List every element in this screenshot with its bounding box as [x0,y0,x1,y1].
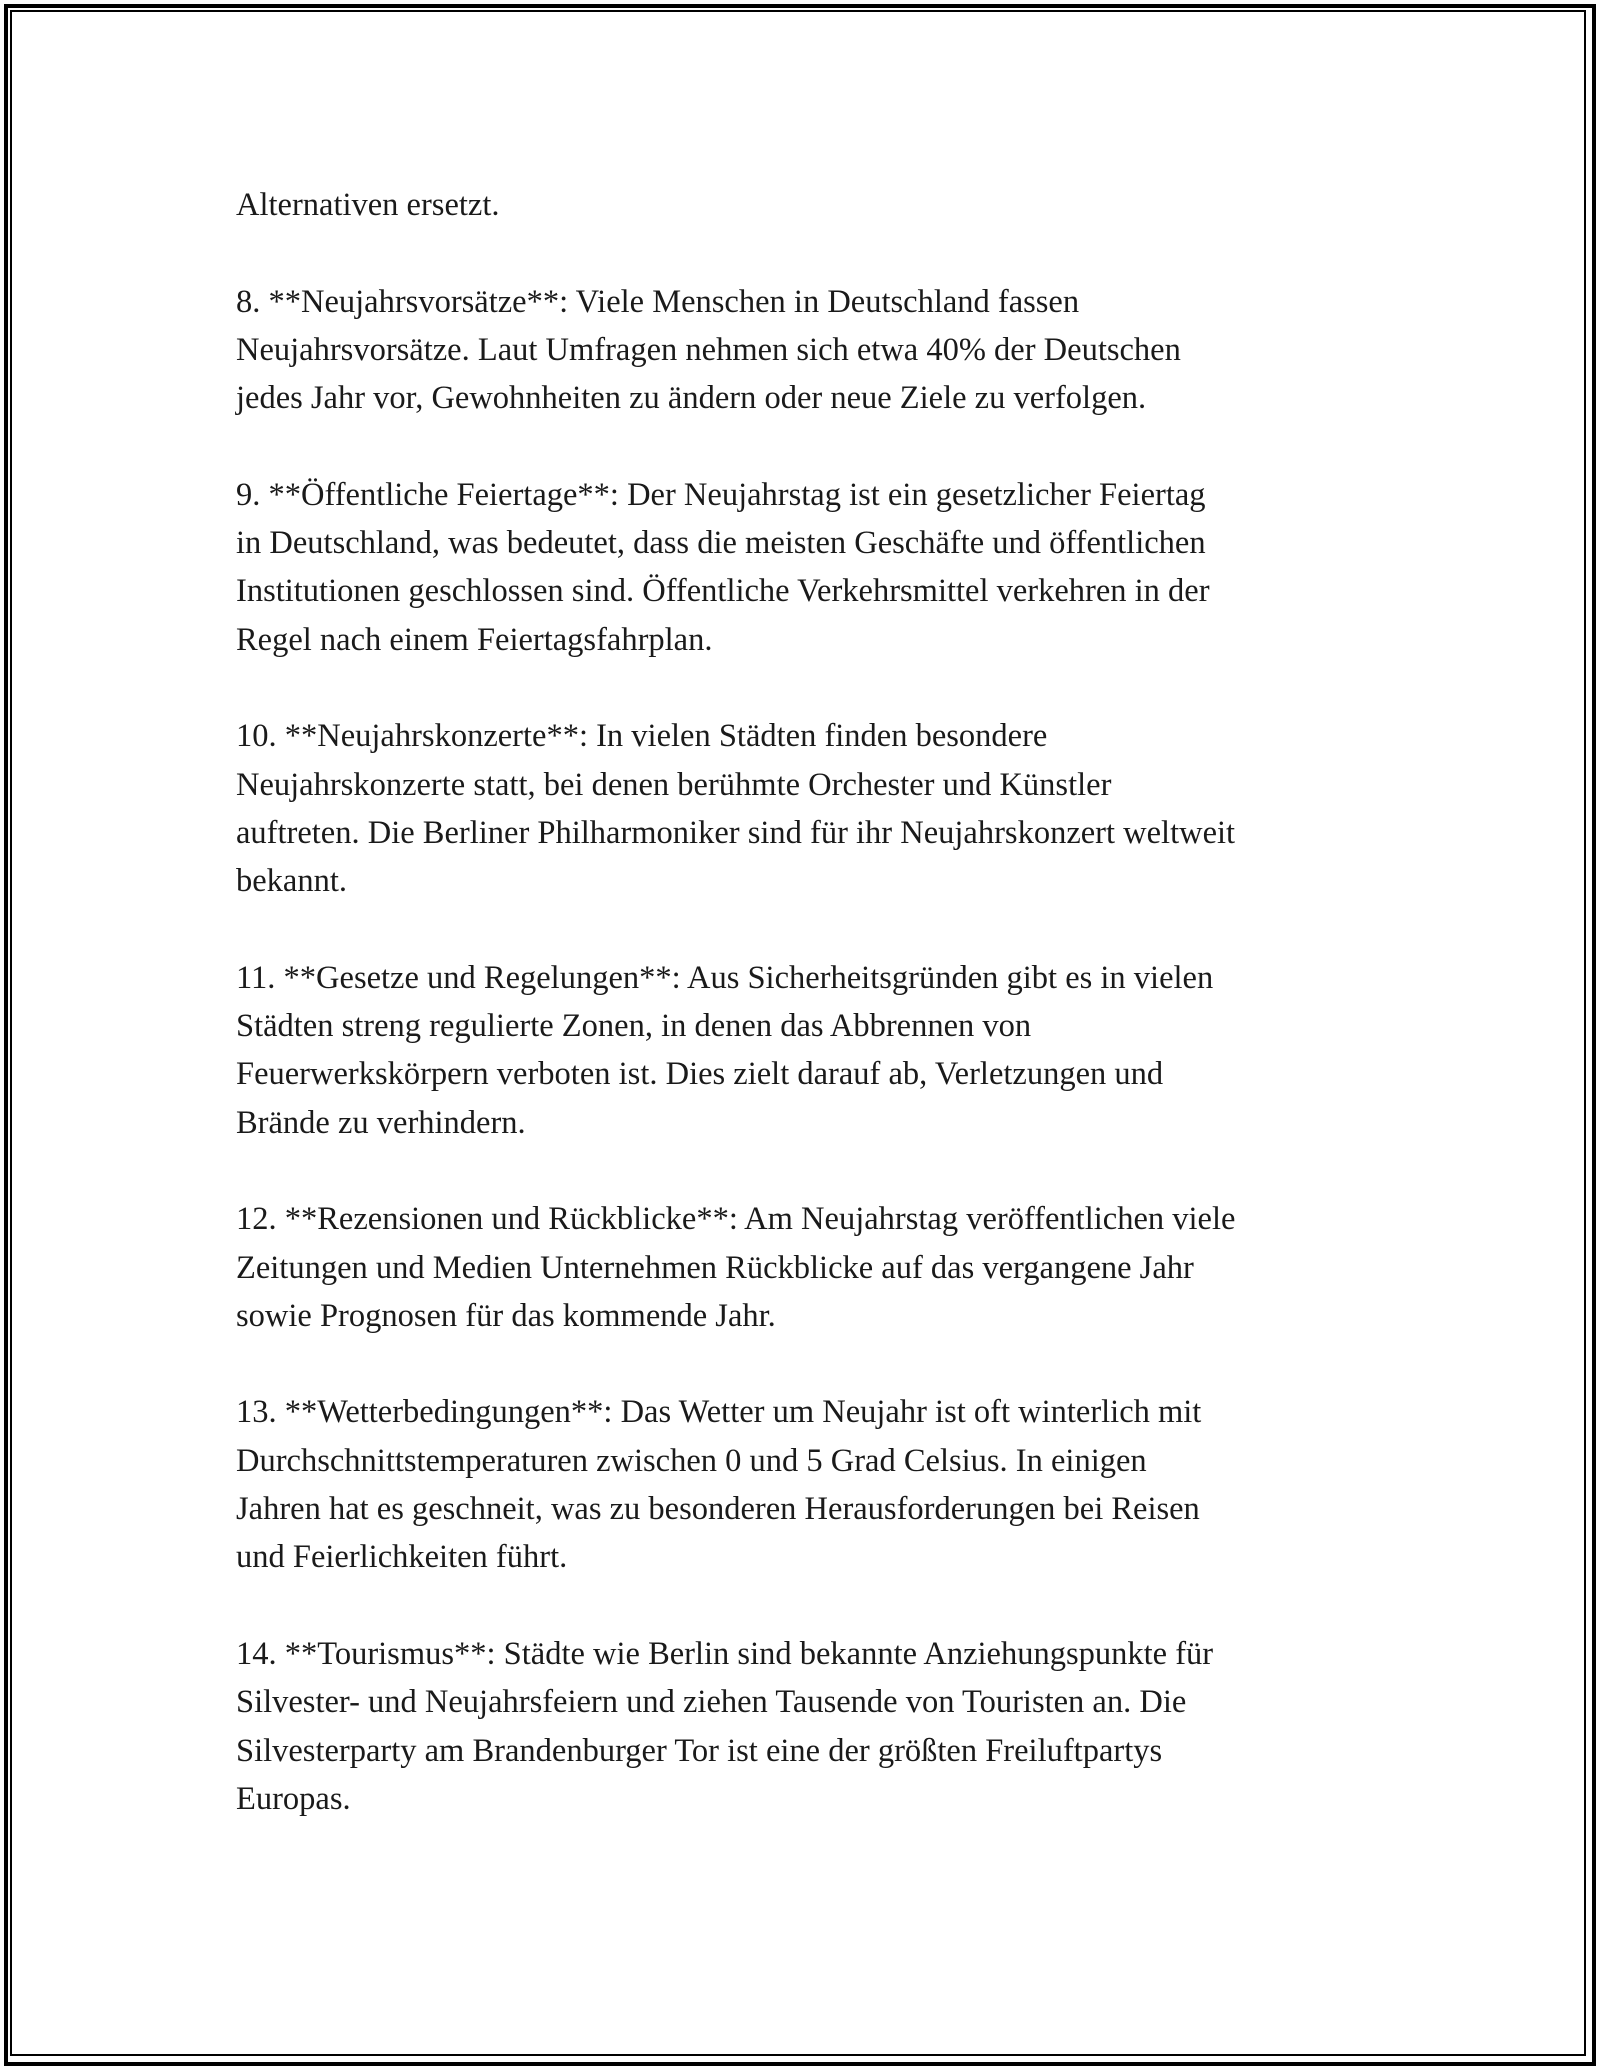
paragraph-continuation: Alternativen ersetzt. [236,187,500,223]
paragraph-item-10: 10. **Neujahrskonzerte**: In vielen Städten finden besondere Neujahrskonzerte statt, bei denen berühmte Orchester und Künstler auftreten. Die Berliner Philharmoniker sind für ihr Neujahrskonzert weltweit bekannt. [236,718,1236,900]
paragraph-item-13: 13. **Wetterbedingungen**: Das Wetter um Neujahr ist oft winterlich mit Durchschnittstemperaturen zwischen 0 und 5 Grad Celsius. In einigen Jahren hat es geschneit, was zu besonderen Herausforderungen bei Reisen und Feierlichkeiten führt. [236,1394,1202,1576]
document-body [236,181,1376,1871]
paragraph-item-9: 9. **Öffentliche Feiertage**: Der Neujahrstag ist ein gesetzlicher Feiertag in Deutschland, was bedeutet, dass die meisten Geschäfte und öffentlichen Institutionen geschlossen sind. Öffentliche Verkehrsmittel verkehren in der Regel nach einem Feiertagsfahrplan. [236,476,1210,658]
paragraph-item-11: 11. **Gesetze und Regelungen**: Aus Sicherheitsgründen gibt es in vielen Städten streng regulierte Zonen, in denen das Abbrennen von Feuerwerkskörpern verboten ist. Dies zielt darauf ab, Verletzungen und Brände zu verhindern. [236,959,1214,1141]
paragraph-item-8: 8. **Neujahrsvorsätze**: Viele Menschen in Deutschland fassen Neujahrsvorsätze. Laut Umfragen nehmen sich etwa 40% der Deutschen jedes Jahr vor, Gewohnheiten zu ändern oder neue Ziele zu verfolgen. [236,283,1181,417]
paragraph-item-12: 12. **Rezensionen und Rückblicke**: Am Neujahrstag veröffentlichen viele Zeitungen und Medien Unternehmen Rückblicke auf das vergangene Jahr sowie Prognosen für das kommende Jahr. [236,1201,1236,1334]
paragraph-item-14: 14. **Tourismus**: Städte wie Berlin sind bekannte Anziehungspunkte für Silvester- und Neujahrsfeiern und ziehen Tausende von Touristen an. Die Silvesterparty am Brandenburger Tor ist eine der größten Freiluftpartys Europas. [236,1635,1214,1817]
